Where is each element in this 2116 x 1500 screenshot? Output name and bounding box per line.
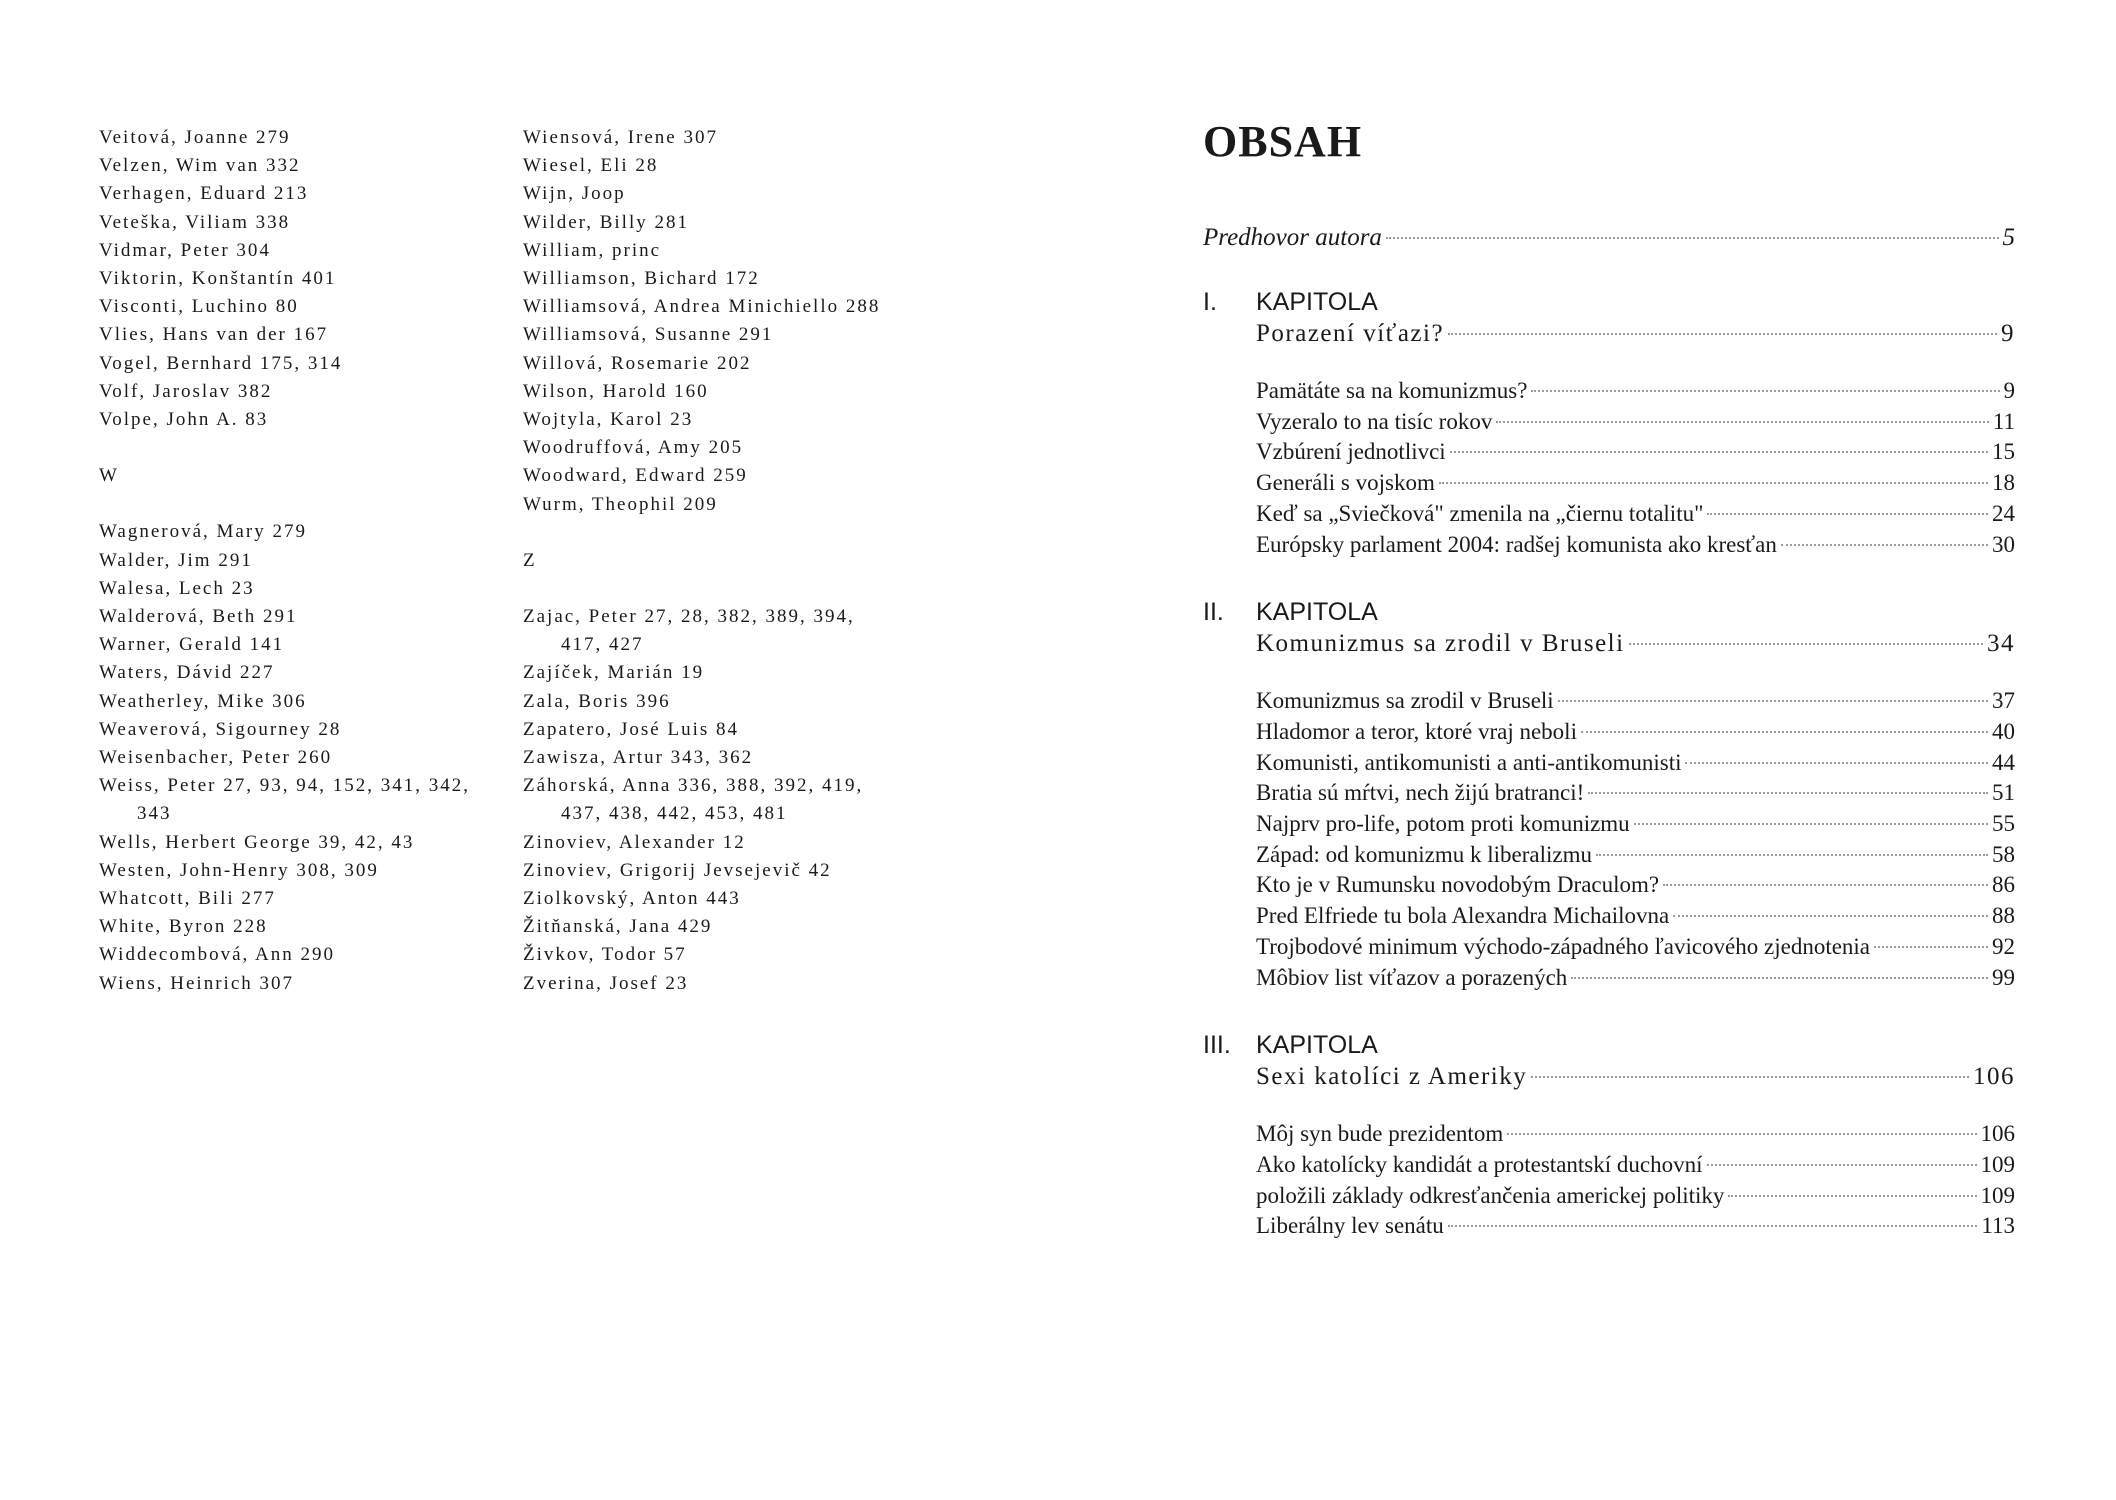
table-of-contents [1203,112,2015,1278]
toc-entry[interactable] [1256,809,2015,840]
leader-dots [1728,1194,1976,1197]
toc-entry-title: Môj syn bude prezidentom [1256,1121,1504,1147]
index-entry: Whatcott, Bili 277 [99,888,276,910]
index-entry: Záhorská, Anna 336, 388, 392, 419, [523,775,864,797]
toc-entry-title: Hladomor a teror, ktoré vraj neboli [1256,718,1577,744]
chapter-title-entry-title: Komunizmus sa zrodil v Bruseli [1256,630,1625,658]
index-entry: Wilson, Harold 160 [523,380,709,402]
index-entry: Wojtyla, Karol 23 [523,409,694,431]
toc-entry[interactable] [1256,530,2015,561]
index-entry: Wagnerová, Mary 279 [99,521,307,543]
toc-entry[interactable] [1256,840,2015,871]
index-letter-heading: W [99,465,117,487]
index-entry: Walderová, Beth 291 [99,606,298,628]
index-entry: Zapatero, José Luis 84 [523,718,740,740]
index-entry-continuation: 417, 427 [561,634,644,656]
index-entry: Williamson, Bichard 172 [523,268,760,290]
index-entry: Weaverová, Sigourney 28 [99,718,342,740]
index-entry: Williamsová, Andrea Minichiello 288 [523,296,881,318]
chapter-title-entry-title: Sexi katolíci z Ameriky [1256,1063,1528,1091]
toc-entry[interactable] [1256,932,2015,963]
leader-dots [1439,481,1988,484]
index-entry: Wells, Herbert George 39, 42, 43 [99,831,415,853]
toc-entry-page: 58 [1992,841,2015,867]
toc-entry-title: Vyzeralo to na tisíc rokov [1256,408,1493,434]
index-entry: Wiensová, Irene 307 [523,127,718,148]
chapter-block [1203,1029,2015,1242]
toc-entry[interactable] [1256,748,2015,779]
leader-dots [1685,761,1988,764]
chapter-label: KAPITOLA [1256,1031,1378,1060]
index-entry: Volpe, John A. 83 [99,409,269,431]
chapter-title-entry-page: 106 [1973,1063,2015,1091]
chapter-block [1203,286,2015,560]
leader-dots [1448,1224,1978,1227]
leader-dots [1571,976,1988,979]
leader-dots [1531,1075,1969,1078]
toc-entry-page: 24 [1992,500,2015,526]
leader-dots [1386,236,1999,239]
leader-dots [1629,642,1983,645]
chapter-heading [1203,286,2015,318]
chapter-title-entry[interactable] [1256,1061,2015,1093]
index-entry: Veteška, Viliam 338 [99,211,291,233]
toc-entry-page: 15 [1992,439,2015,465]
toc-entry-title: Európsky parlament 2004: radšej komunista ako kresťan [1256,531,1777,557]
toc-entry[interactable] [1256,870,2015,901]
toc-preface-entry[interactable] [1203,224,2015,252]
chapter-number: II. [1203,598,1224,627]
leader-dots [1781,543,1988,546]
toc-entry[interactable] [1256,499,2015,530]
index-entry: Willová, Rosemarie 202 [523,352,752,374]
index-entry: Zajac, Peter 27, 28, 382, 389, 394, [523,606,855,628]
toc-chapters [1203,286,2015,1242]
index-entry: Verhagen, Eduard 213 [99,183,309,205]
index-entry: Volf, Jaroslav 382 [99,380,273,402]
leader-dots [1558,699,1988,702]
toc-entry-title: Môbiov list víťazov a porazených [1256,964,1568,990]
toc-title: OBSAH [1203,117,1363,166]
toc-entry-page: 40 [1992,718,2015,744]
toc-entry[interactable] [1256,1211,2015,1242]
toc-entry-page: 30 [1992,531,2015,557]
toc-entry-title: Vzbúrení jednotlivci [1256,439,1446,465]
index-entry: Živkov, Todor 57 [523,944,687,966]
chapter-title-entry-page: 9 [2001,320,2015,347]
index-entry: Warner, Gerald 141 [99,634,285,656]
toc-entry-title: Pred Elfriede tu bola Alexandra Michailovna [1256,903,1670,929]
toc-entry-title: Najprv pro-life, potom proti komunizmu [1256,811,1630,837]
chapter-title-entry[interactable] [1256,628,2015,660]
index-letter-heading: Z [523,549,535,571]
leader-dots [1673,914,1988,917]
index-entry: Zverina, Josef 23 [523,972,689,994]
toc-entry-page: 55 [1992,811,2015,837]
index-entry: Zawisza, Artur 343, 362 [523,747,754,769]
chapter-title-entry-title: Porazení víťazi? [1256,320,1445,347]
leader-dots [1707,512,1988,515]
index-entry: William, princ [523,239,662,261]
index-entry-continuation: 437, 438, 442, 453, 481 [561,803,788,825]
toc-entry-title: Pamätáte sa na komunizmus? [1256,378,1528,403]
index-entry: Zajíček, Marián 19 [523,662,705,684]
leader-dots [1874,945,1988,948]
chapter-title-entry[interactable] [1256,318,2015,350]
toc-entry[interactable] [1256,1119,2015,1150]
toc-entry-page: 9 [2003,378,2015,403]
index-entry: Zala, Boris 396 [523,690,671,712]
index-entry: Waters, Dávid 227 [99,662,275,684]
index-entry: Walesa, Lech 23 [99,577,255,599]
toc-entry-page: 92 [1992,933,2015,959]
toc-entry[interactable] [1256,901,2015,932]
index-entry: White, Byron 228 [99,916,268,938]
index-entry: Wilder, Billy 281 [523,211,689,233]
leader-dots [1663,883,1988,886]
leader-dots [1581,730,1988,733]
toc-entry-page: 44 [1992,749,2015,775]
leader-dots [1588,791,1988,794]
leader-dots [1450,450,1988,453]
leader-dots [1596,853,1988,856]
toc-entry-title: Ako katolícky kandidát a protestantskí duchovní [1256,1151,1703,1177]
toc-entry-page: 37 [1992,688,2015,714]
index-entry: Visconti, Luchino 80 [99,296,299,318]
index-entry: Woodruffová, Amy 205 [523,437,744,459]
leader-dots [1507,1132,1976,1135]
index-entry: Wijn, Joop [523,183,626,205]
toc-entry[interactable] [1256,1181,2015,1212]
index-entry: Weisenbacher, Peter 260 [99,747,333,769]
toc-entry-page: 109 [1980,1151,2015,1177]
toc-entry-title: Keď sa „Sviečková" zmenila na „čiernu totalitu" [1256,500,1704,526]
index-entry: Woodward, Edward 259 [523,465,748,487]
index-entry: Vogel, Bernhard 175, 314 [99,352,343,374]
leader-dots [1707,1163,1977,1166]
toc-entry[interactable] [1256,717,2015,748]
toc-entry[interactable] [1256,468,2015,499]
leader-dots [1448,332,1997,335]
toc-entry[interactable] [1256,407,2015,438]
toc-entry-page: 109 [1980,1182,2015,1208]
toc-entry-title: Komunizmus sa zrodil v Bruseli [1256,688,1554,714]
toc-entry[interactable] [1256,376,2015,407]
chapter-label: KAPITOLA [1256,598,1378,627]
index-entry: Žitňanská, Jana 429 [523,916,713,938]
index-entry: Vidmar, Peter 304 [99,239,271,261]
chapter-title-entry-page: 34 [1987,630,2015,658]
index-entry: Williamsová, Susanne 291 [523,324,774,346]
toc-entry[interactable] [1256,963,2015,994]
toc-entry-page: 18 [1992,470,2015,496]
index-entry-continuation: 343 [137,803,172,825]
chapter-number: III. [1203,1031,1231,1060]
chapter-heading [1203,1029,2015,1061]
index-entry: Wiens, Heinrich 307 [99,972,295,994]
toc-entry[interactable] [1256,686,2015,717]
index-entry: Wiesel, Eli 28 [523,155,659,177]
toc-entry-title: Západ: od komunizmu k liberalizmu [1256,841,1592,867]
chapter-label: KAPITOLA [1256,288,1378,316]
toc-entry[interactable] [1256,778,2015,809]
leader-dots [1531,389,1999,392]
toc-entry[interactable] [1256,437,2015,468]
toc-entry-page: 88 [1992,903,2015,929]
index-entry: Widdecombová, Ann 290 [99,944,335,966]
index-entry: Zinoviev, Alexander 12 [523,831,746,853]
index-entry: Zinoviev, Grigorij Jevsejevič 42 [523,859,832,881]
index-entry: Velzen, Wim van 332 [99,155,301,177]
toc-entry-title: Bratia sú mŕtvi, nech žijú bratranci! [1256,780,1585,806]
toc-preface-page: 5 [2002,224,2015,251]
index-column-middle [523,124,1043,998]
chapter-number: I. [1203,288,1217,316]
index-entry: Vlies, Hans van der 167 [99,324,329,346]
index-entry: Viktorin, Konštantín 401 [99,268,337,290]
index-entry: Weatherley, Mike 306 [99,690,307,712]
leader-dots [1496,420,1989,423]
index-entry: Ziolkovský, Anton 443 [523,888,741,910]
toc-entry-page: 86 [1992,872,2015,898]
toc-entry-page: 51 [1992,780,2015,806]
toc-entry-title: Trojbodové minimum východo-západného ľavicového zjednotenia [1256,933,1871,959]
toc-entry-page: 113 [1981,1213,2015,1239]
index-entry: Westen, John-Henry 308, 309 [99,859,379,881]
toc-preface-title: Predhovor autora [1203,224,1382,251]
toc-entry-title: položili základy odkresťančenia americkej politiky [1256,1182,1725,1208]
toc-entry-page: 11 [1992,408,2015,434]
toc-entry-title: Kto je v Rumunsku novodobým Draculom? [1256,872,1660,898]
toc-entry-title: Liberálny lev senátu [1256,1213,1444,1239]
index-entry: Wurm, Theophil 209 [523,493,718,515]
chapter-block [1203,596,2015,993]
index-entry: Walder, Jim 291 [99,549,253,571]
toc-entry-page: 106 [1980,1121,2015,1147]
leader-dots [1634,822,1988,825]
toc-entry-title: Generáli s vojskom [1256,470,1435,496]
toc-entry-page: 99 [1992,964,2015,990]
chapter-heading [1203,596,2015,628]
index-entry: Veitová, Joanne 279 [99,127,291,148]
index-entry: Weiss, Peter 27, 93, 94, 152, 341, 342, [99,775,470,797]
toc-entry[interactable] [1256,1150,2015,1181]
index-column-left [99,124,499,998]
toc-entry-title: Komunisti, antikomunisti a anti-antikomunisti [1256,749,1682,775]
